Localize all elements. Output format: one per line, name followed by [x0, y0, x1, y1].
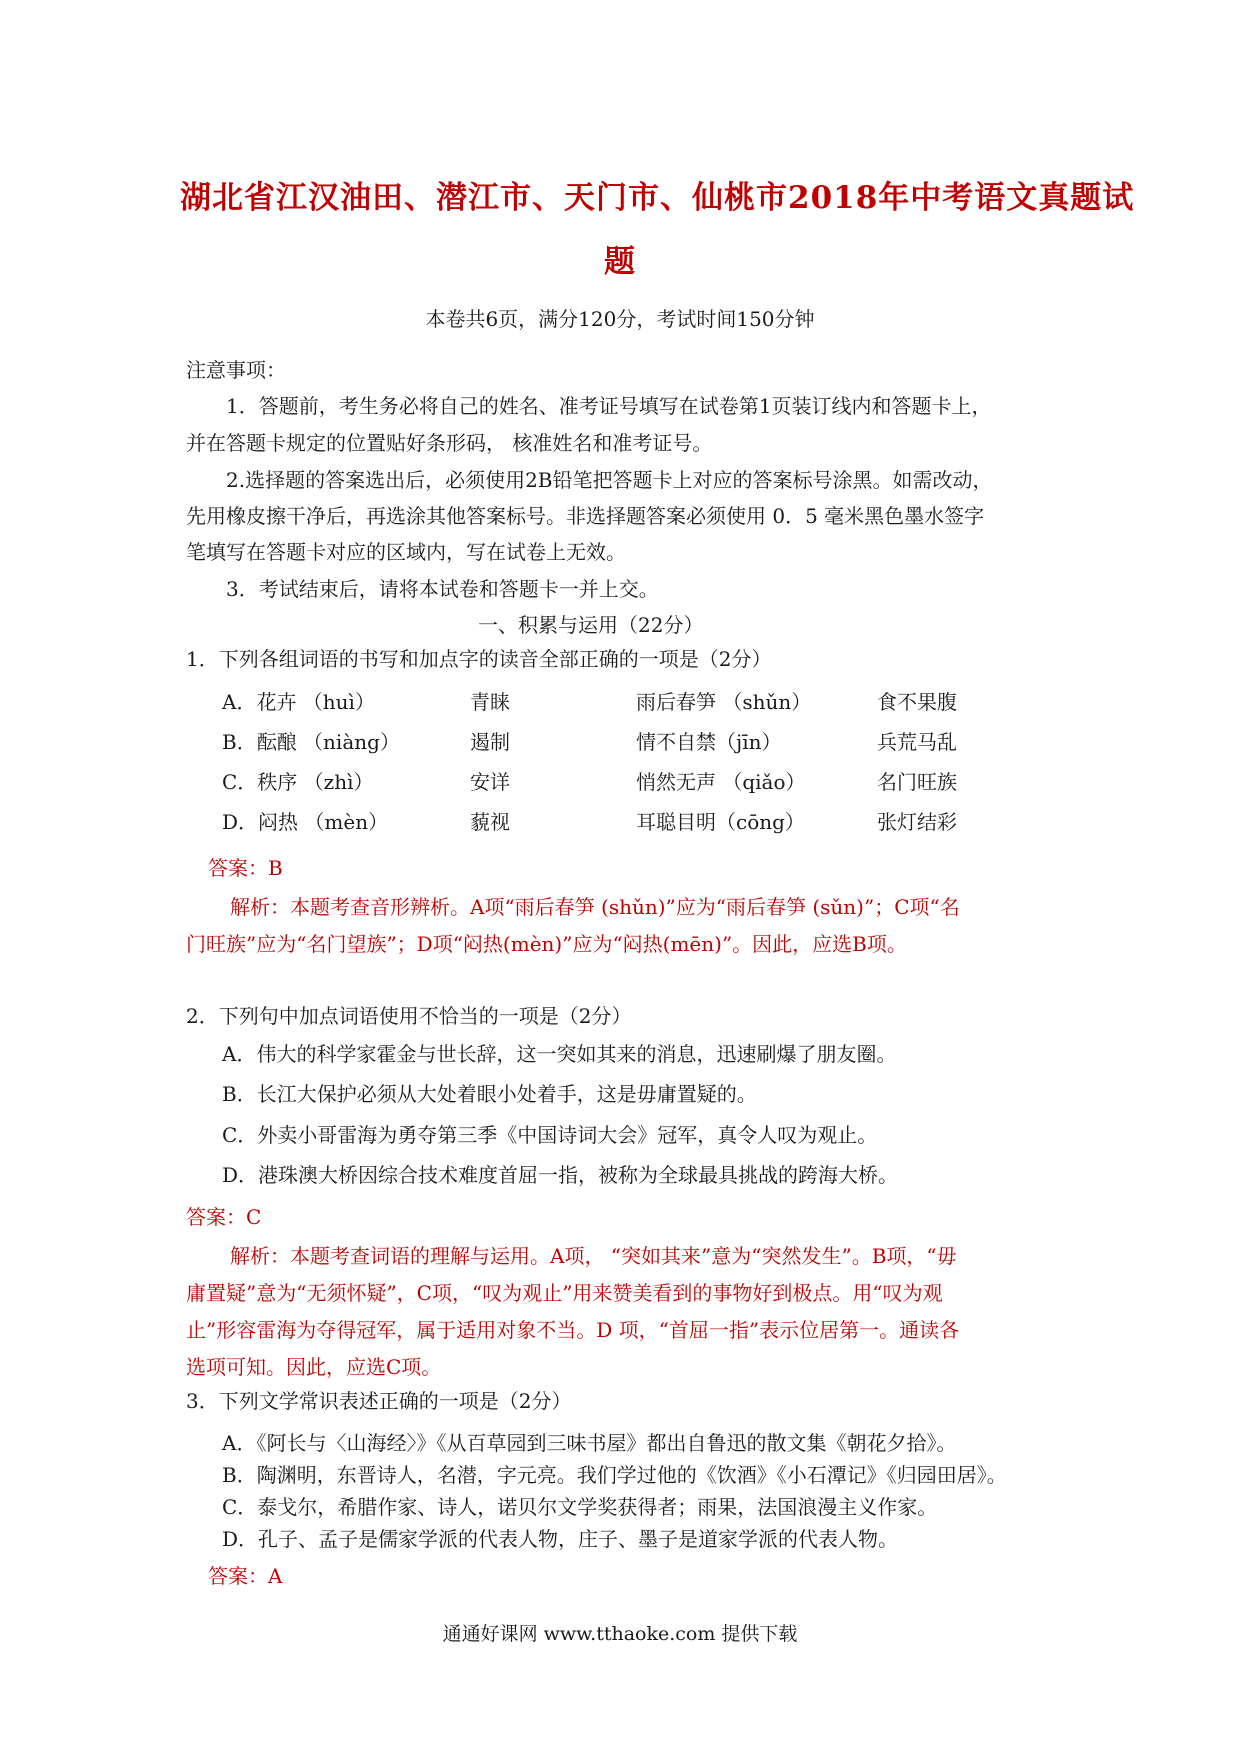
q3-option-d: D．孔子、孟子是儒家学派的代表人物，庄子、墨子是道家学派的代表人物。 — [222, 1527, 899, 1551]
q2-analysis-line3: 止”形容雷海为夺得冠军，属于适用对象不当。D 项，“首屈一指”表示位居第一。通读各 — [186, 1318, 960, 1342]
notice-heading: 注意事项： — [186, 358, 286, 382]
q1-option-b-word3: 情不自禁（jīn） — [636, 730, 782, 754]
page-footer: 通通好课网 www.tthaoke.com 提供下载 — [442, 1623, 798, 1645]
q2-option-a: A．伟大的科学家霍金与世长辞，这一突如其来的消息，迅速刷爆了朋友圈。 — [222, 1042, 897, 1066]
q1-analysis-line1: 解析：本题考查音形辨析。A项“雨后春笋 (shǔn)”应为“雨后春笋 (sǔn)”；C项“名 — [230, 895, 960, 919]
q3-option-c: C．泰戈尔，希腊作家、诗人，诺贝尔文学奖获得者；雨果，法国浪漫主义作家。 — [222, 1495, 938, 1519]
q2-answer: 答案：C — [186, 1205, 262, 1229]
exam-info: 本卷共6页，满分120分，考试时间150分钟 — [425, 307, 815, 331]
q1-option-b-word2: 遏制 — [470, 730, 510, 754]
question-1-stem: 1．下列各组词语的书写和加点字的读音全部正确的一项是（2分） — [186, 647, 772, 671]
q1-option-c-word3: 悄然无声 （qiǎo） — [636, 770, 806, 794]
q2-option-c: C．外卖小哥雷海为勇夺第三季《中国诗词大会》冠军，真令人叹为观止。 — [222, 1123, 878, 1147]
q2-analysis-line2: 庸置疑”意为“无须怀疑”，C项，“叹为观止”用来赞美看到的事物好到极点。用“叹为观 — [186, 1281, 943, 1305]
notice-item1-line1: 1．答题前，考生务必将自己的姓名、准考证号填写在试卷第1页装订线内和答题卡上， — [226, 394, 992, 418]
q1-analysis-line2: 门旺族”应为“名门望族”；D项“闷热(mèn)”应为“闷热(mēn)”。因此，应选B项。 — [186, 932, 907, 956]
q1-option-a-word: A．花卉 （huì） — [222, 690, 375, 714]
section-heading: 一、积累与运用（22分） — [478, 613, 704, 637]
notice-item2-line3: 笔填写在答题卡对应的区域内，写在试卷上无效。 — [186, 540, 626, 564]
question-3-stem: 3．下列文学常识表述正确的一项是（2分） — [186, 1389, 572, 1413]
q2-analysis-line1: 解析：本题考查词语的理解与运用。A项， “突如其来”意为“突然发生”。B项，“毋 — [230, 1244, 957, 1268]
q1-option-d-word4: 张灯结彩 — [877, 810, 957, 834]
q1-option-d-word2: 藐视 — [470, 810, 510, 834]
q3-answer: 答案：A — [208, 1564, 283, 1588]
q2-option-b: B．长江大保护必须从大处着眼小处着手，这是毋庸置疑的。 — [222, 1082, 757, 1106]
q2-analysis-line4: 选项可知。因此，应选C项。 — [186, 1355, 442, 1379]
q1-option-b-word: B．酝酿 （niàng） — [222, 730, 400, 754]
page-title-line2: 题 — [604, 244, 636, 280]
notice-item1-line2: 并在答题卡规定的位置贴好条形码， 核准姓名和准考证号。 — [186, 431, 713, 455]
q1-option-a-word3: 雨后春笋 （shǔn） — [636, 690, 812, 714]
notice-item2-line1: 2.选择题的答案选出后，必须使用2B铅笔把答题卡上对应的答案标号涂黑。如需改动， — [226, 468, 993, 492]
q1-option-c-word: C．秩序 （zhì） — [222, 770, 374, 794]
q1-option-a-word4: 食不果腹 — [877, 690, 957, 714]
q2-option-d: D．港珠澳大桥因综合技术难度首屈一指，被称为全球最具挑战的跨海大桥。 — [222, 1163, 899, 1187]
notice-item2-line2: 先用橡皮擦干净后，再选涂其他答案标号。非选择题答案必须使用 0．5 毫米黑色墨水签字 — [186, 504, 985, 528]
q1-option-a-word2: 青睐 — [470, 690, 510, 714]
q1-option-b-word4: 兵荒马乱 — [877, 730, 957, 754]
q1-option-c-word4: 名门旺族 — [877, 770, 957, 794]
notice-item3: 3．考试结束后，请将本试卷和答题卡一并上交。 — [226, 577, 659, 601]
question-2-stem: 2．下列句中加点词语使用不恰当的一项是（2分） — [186, 1004, 632, 1028]
q1-option-d-word3: 耳聪目明（cōng） — [636, 810, 805, 834]
q1-answer: 答案：B — [208, 856, 283, 880]
q1-option-c-word2: 安详 — [470, 770, 510, 794]
q3-option-b: B．陶渊明，东晋诗人，名潜，字元亮。我们学过他的《饮酒》《小石潭记》《归园田居》。 — [222, 1463, 1007, 1487]
q3-option-a: A．《阿长与〈山海经〉》《从百草园到三味书屋》都出自鲁迅的散文集《朝花夕拾》。 — [222, 1431, 957, 1455]
page-title-line1: 湖北省江汉油田、潜江市、天门市、仙桃市2018年中考语文真题试 — [180, 180, 1135, 216]
q1-option-d-word: D．闷热 （mèn） — [222, 810, 389, 834]
